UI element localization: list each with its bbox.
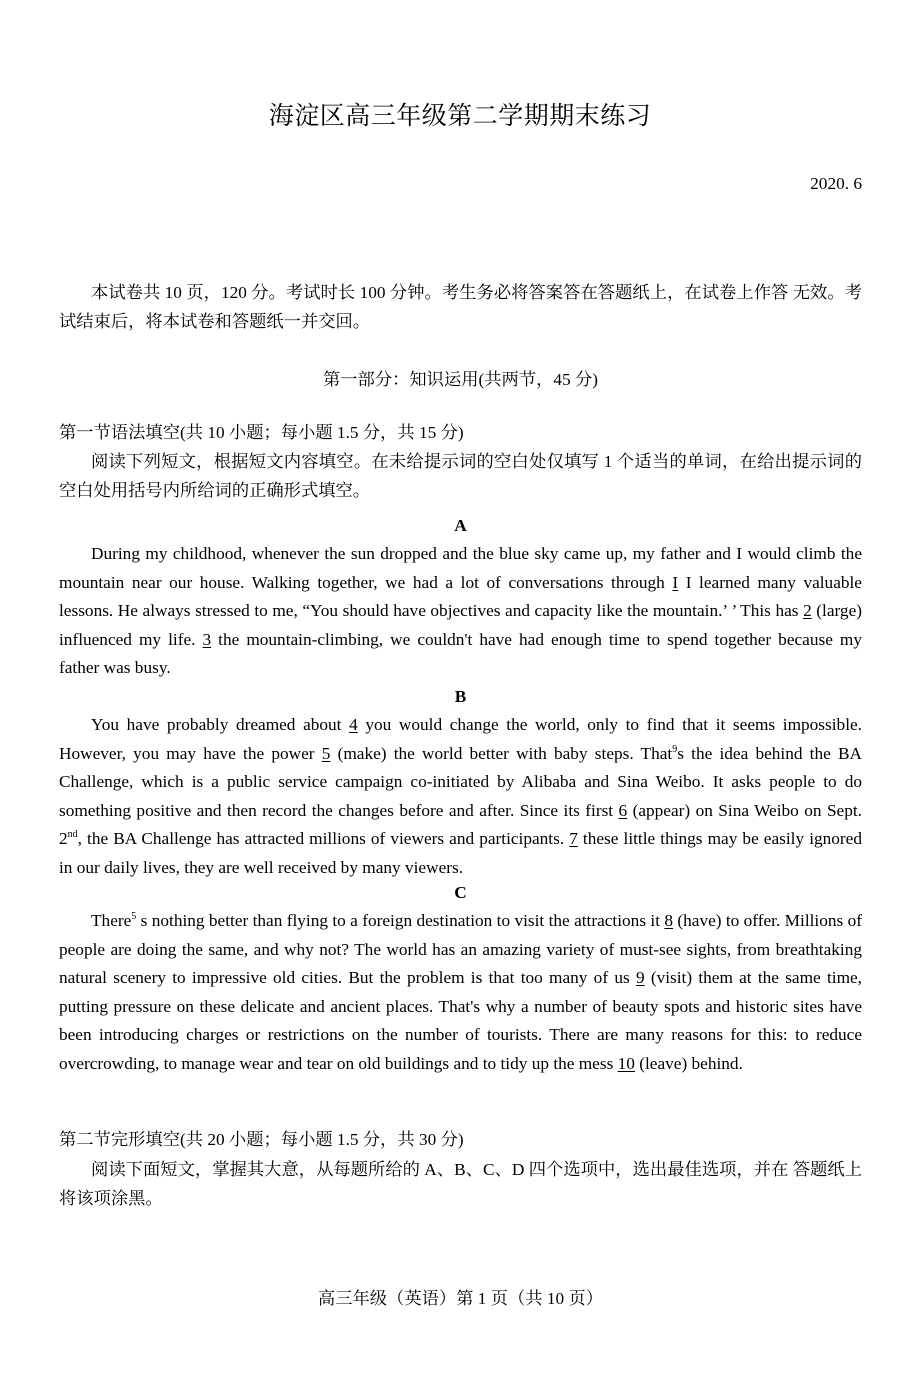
blank-number: 9 <box>635 968 645 988</box>
passage-b-label: B <box>454 687 467 706</box>
passage-c-label: C <box>454 883 467 902</box>
exam-date: 2020. 6 <box>810 174 862 193</box>
section1-instruction: 阅读下列短文，根据短文内容填空。在未给提示词的空白处仅填写 1 个适当的单词，在给出提示词的空白处用括号内所给词的正确形式填空。 <box>59 452 862 500</box>
passage-b <box>59 711 862 883</box>
passage-text: (have) to offer. Millions of people are doing the same, and why not? The world has an amazing variety of must-see sights, from breathtaking natural scenery to impressive old cities. But the problem is that too many of us <box>59 911 862 988</box>
section2-heading: 第二节完形填空(共 20 小题；每小题 1.5 分，共 30 分) <box>59 1130 464 1149</box>
blank-number: 7 <box>569 829 578 849</box>
passage-text: 5 <box>131 911 137 923</box>
passage-text: There <box>91 911 132 930</box>
section2-instruction: 阅读下面短文，掌握其大意，从每题所给的 A、B、C、D 四个选项中，选出最佳选项，并在 答题纸上将该项涂黑。 <box>59 1160 862 1208</box>
passage-text: (leave) behind. <box>634 1053 743 1073</box>
passage-text: s the idea behind the BA Challenge, which is a public service campaign co-initiated by Alibaba and Sina Weibo. It asks people to do something positive and then record the changes before and after. Since its first <box>59 743 862 820</box>
passage-text: s nothing better than flying to a foreign destination to visit the attractions it <box>136 911 665 930</box>
passage-text: , the BA Challenge has attracted millions of viewers and participants. <box>77 829 570 849</box>
passage-text: I learned many valuable lessons. He always stressed to me, “You should have objectives and capacity like the mountain.’ ’ This has <box>59 572 862 621</box>
blank-number: 3 <box>202 629 212 649</box>
passage-text: (visit) them at the same time, putting pressure on these delicate and ancient places. That's why a number of beauty spots and historic sites have been introducing charges or restrictions on the number of tourists. There are many reasons for this: to reduce overcrowding, to manage wear and tear on old buildings and to tidy up the mess <box>59 968 862 1073</box>
passage-text: the mountain-climbing, we couldn't have had enough time to spend together because my father was busy. <box>59 629 862 678</box>
blank-number: I <box>672 572 679 592</box>
passage-text: nd <box>67 829 78 841</box>
exam-title: 海淀区高三年级第二学期期末练习 <box>268 103 652 130</box>
page-footer: 高三年级（英语）第 1 页（共 10 页） <box>317 1289 604 1308</box>
passage-a-label: A <box>454 516 467 535</box>
passage-text: 9 <box>672 743 678 755</box>
passage-text: (make) the world better with baby steps. That <box>330 743 673 763</box>
section1-heading: 第一节语法填空(共 10 小题；每小题 1.5 分，共 15 分) <box>59 423 464 442</box>
blank-number: 4 <box>349 715 358 734</box>
blank-number: 8 <box>664 911 674 930</box>
passage-text: (appear) on Sina Weibo on Sept. 2 <box>59 800 862 849</box>
passage-text: you would change the world, only to find that it seems impossible. However, you may have the power <box>59 715 862 763</box>
passage-a <box>59 540 862 683</box>
blank-number: 5 <box>321 743 331 763</box>
exam-intro: 本试卷共 10 页，120 分。考试时长 100 分钟。考生务必将答案答在答题纸上，在试卷上作答 无效。考试结束后，将本试卷和答题纸一并交回。 <box>59 283 862 331</box>
blank-number: 10 <box>617 1053 635 1073</box>
part1-heading: 第一部分：知识运用(共两节，45 分) <box>322 370 599 389</box>
blank-number: 6 <box>618 800 628 820</box>
passage-text: During my childhood, whenever the sun dropped and the blue sky came up, my father and I would climb the mountain near our house. Walking together, we had a lot of conversations through <box>59 544 862 592</box>
passage-text: these little things may be easily ignored in our daily lives, they are well received by many viewers. <box>59 829 862 877</box>
blank-number: 2 <box>803 601 812 621</box>
passage-c <box>59 907 862 1079</box>
passage-text: (large) influenced my life. <box>59 601 862 649</box>
passage-text: You have probably dreamed about <box>91 715 350 734</box>
